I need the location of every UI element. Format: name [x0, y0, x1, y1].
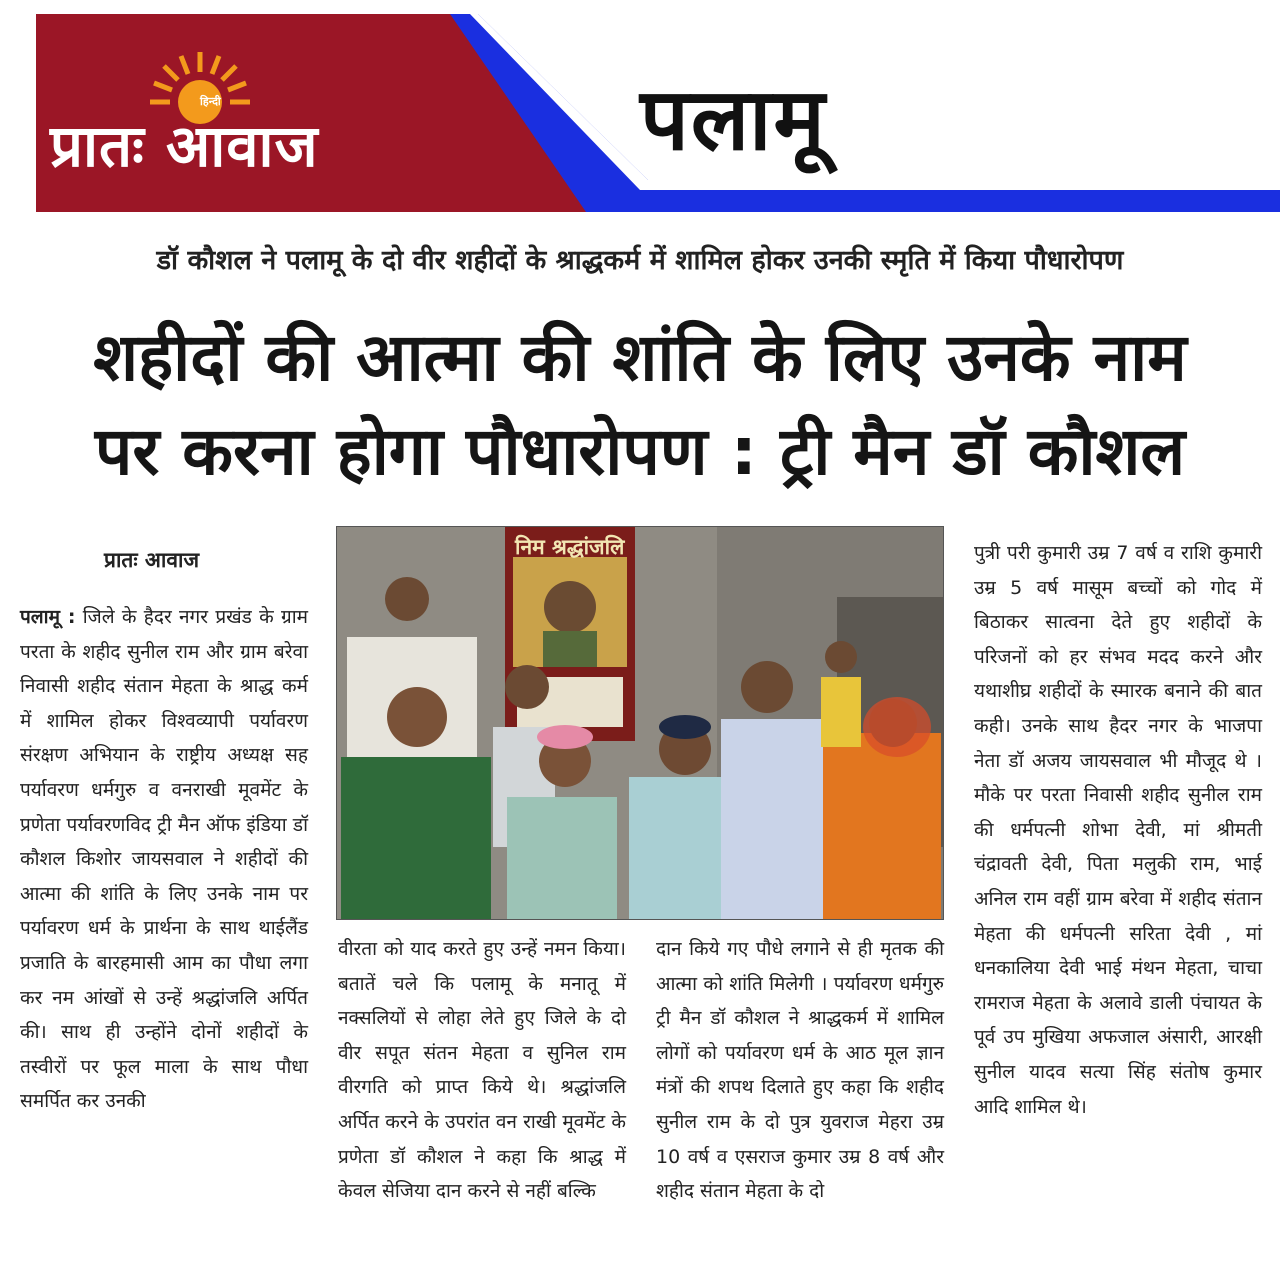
- brand-logo: प्रातः आवाज: [50, 112, 319, 180]
- group-photo-icon: [337, 527, 943, 919]
- masthead: [0, 0, 1280, 230]
- headline-line-1: शहीदों की आत्मा की शांति के लिए उनके नाम: [93, 319, 1187, 396]
- article-column-4: [974, 536, 1262, 1124]
- dateline: पलामू :: [20, 606, 76, 628]
- brand-tag: हिन्दी: [200, 95, 221, 108]
- memorial-banner-text: निम श्रद्धांजलि: [515, 535, 625, 559]
- article-column-1: [20, 600, 308, 1119]
- headline-line-2: पर करना होगा पौधारोपण : ट्री मैन डॉ कौशल: [94, 413, 1186, 490]
- byline: प्रातः आवाज: [104, 548, 200, 572]
- article-column-3: [656, 932, 944, 1209]
- news-photo: [336, 526, 944, 920]
- subheadline: डॉ कौशल ने पलामू के दो वीर शहीदों के श्राद्धकर्म में शामिल होकर उनकी स्मृति में किया पौधारोपण: [156, 245, 1124, 276]
- section-title: पलामू: [640, 70, 827, 170]
- column-2-text: वीरता को याद करते हुए उन्हें नमन किया। बतातें चले कि पलामू के मनातू में नक्सलियों से लोहा लेते हुए जिले के दो वीर सपूत संतन मेहता व सुनिल राम वीरगति को प्राप्त किये थे। श्रद्धांजलि अर्पित करने के उपरांत वन राखी मूवमेंट के प्रणेता डॉ कौशल ने कहा कि श्राद्ध में केवल सेजिया दान करने से नहीं बल्कि: [338, 938, 626, 1203]
- column-1-text: जिले के हैदर नगर प्रखंड के ग्राम परता के शहीद सुनील राम और ग्राम बरेवा निवासी शहीद संतान मेहता के श्राद्ध कर्म में शामिल होकर विश्वव्यापी पर्यावरण संरक्षण अभियान के राष्ट्रीय अध्यक्ष सह पर्यावरण धर्मगुरु व वनराखी मूवमेंट के प्रणेता पर्यावरणविद ट्री मैन ऑफ इंडिया डॉ कौशल किशोर जायसवाल ने शहीदों की आत्मा की शांति के लिए उनके नाम पर पर्यावरण धर्म के प्रार्थना के साथ थाईलैंड प्रजाति के बारहमासी आम का पौधा लगा कर नम आंखों से उन्हें श्रद्धांजलि अर्पित की। साथ ही उन्होंने दोनों शहीदों के तस्वीरों पर फूल माला के साथ पौधा समर्पित कर उनकी: [20, 606, 308, 1113]
- column-4-text: पुत्री परी कुमारी उम्र 7 वर्ष व राशि कुमारी उम्र 5 वर्ष मासूम बच्चों को गोद में बिठाकर सात्वना देते हुए शहीदों के परिजनों को हर संभव मदद करने और यथाशीघ्र शहीदों के स्मारक बनाने की बात कही। उनके साथ हैदर नगर के भाजपा नेता डॉ अजय जायसवाल भी मौजूद थे । मौके पर परता निवासी शहीद सुनील राम की धर्मपत्नी शोभा देवी, मां श्रीमती चंद्रावती देवी, पिता मलुकी राम, भाई अनिल राम वहीं ग्राम बरेवा में शहीद संतान मेहता की धर्मपत्नी सरिता देवी , मां धनकालिया देवी भाई मंथन मेहता, चाचा रामराज मेहता के अलावे डाली पंचायत के पूर्व उप मुखिया अफजाल अंसारी, आरक्षी सुनील यादव सत्या सिंह संतोष कुमार आदि शामिल थे।: [974, 542, 1262, 1118]
- article-column-2: [338, 932, 626, 1209]
- column-3-text: दान किये गए पौधे लगाने से ही मृतक की आत्मा को शांति मिलेगी । पर्यावरण धर्मगुरु ट्री मैन डॉ कौशल ने श्राद्धकर्म में शामिल लोगों को पर्यावरण धर्म के आठ मूल ज्ञान मंत्रों की शपथ दिलाते हुए कहा कि शहीद सुनील राम के दो पुत्र युवराज मेहरा उम्र 10 वर्ष व एसराज कुमार उम्र 8 वर्ष और शहीद संतान मेहता के दो: [656, 938, 944, 1203]
